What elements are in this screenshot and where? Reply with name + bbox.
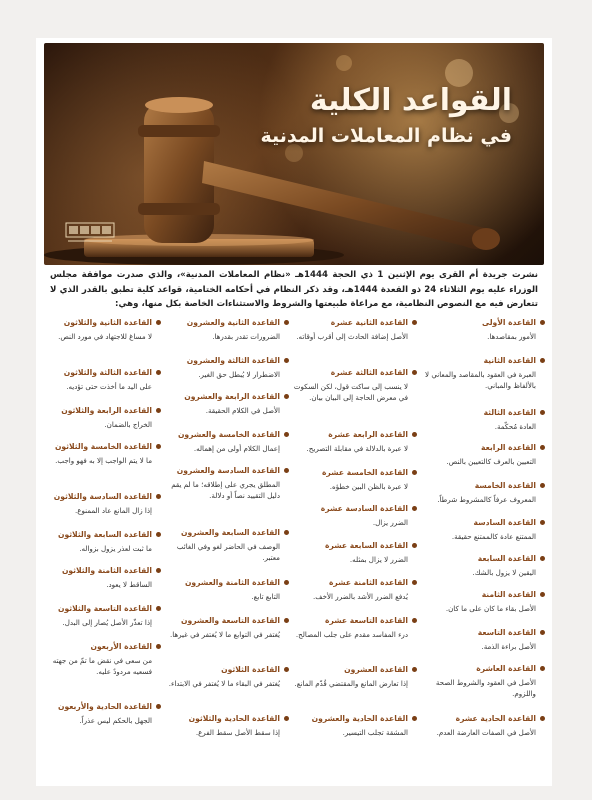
rule-item — [178, 430, 280, 454]
bullet-icon — [284, 432, 289, 437]
rule-title: القاعدة التاسعة والعشرون — [181, 616, 280, 625]
rule-text: لا عبرة بالدلالة في مقابلة التصريح. — [306, 444, 408, 453]
rule-text: يُدفع الضرر الأشد بالضرر الأخف. — [313, 592, 408, 601]
rule-title: القاعدة الرابعة والعشرون — [184, 392, 280, 401]
bullet-icon — [540, 666, 545, 671]
rule-title: القاعدة الخامسة — [474, 481, 536, 490]
rule-text: المطلق يجري على إطلاقه؛ ما لم يقم دليل التقييد نصاً أو دلالة. — [171, 480, 280, 500]
rule-text: الأصل في العقود والشروط الصحة واللزوم. — [435, 678, 536, 698]
rule-title: القاعدة العاشرة — [476, 664, 536, 673]
rule-text: العبرة في العقود بالمقاصد والمعاني لا بالألفاظ والمباني. — [425, 370, 536, 390]
rule-title: القاعدة العشرون — [344, 665, 408, 674]
rule-text: المعروف عرفاً كالمشروط شرطاً. — [437, 495, 536, 504]
rule-item — [58, 530, 152, 554]
rule-text: ما ثبت لعذر يزول بزواله. — [79, 544, 152, 553]
rules-grid — [44, 318, 544, 778]
bullet-icon — [412, 543, 417, 548]
rule-text: ما لا يتم الواجب إلا به فهو واجب. — [55, 456, 152, 465]
rule-text: لا مساغ للاجتهاد في مورد النص. — [58, 332, 152, 341]
rule-title: القاعدة الثانية — [483, 356, 536, 365]
bullet-icon — [540, 592, 545, 597]
rule-item — [321, 504, 408, 528]
rule-title: القاعدة الثانية والثلاثون — [63, 318, 152, 327]
rule-text: المشقة تجلب التيسير. — [342, 728, 408, 737]
rule-text: الاضطرار لا يُبطل حق الغير. — [198, 370, 280, 379]
bullet-icon — [412, 432, 417, 437]
bullet-icon — [156, 408, 161, 413]
rule-text: من سعى في نقض ما تمّ من جهته فسعيه مردودٌ عليه. — [52, 656, 152, 676]
rule-item — [169, 665, 280, 689]
rule-item — [482, 318, 536, 342]
rule-title: القاعدة الأولى — [482, 318, 536, 327]
bullet-icon — [156, 320, 161, 325]
rule-title: القاعدة الرابعة والثلاثون — [61, 406, 152, 415]
rule-text: إذا تعارض المانع والمقتضي قُدّم المانع. — [294, 679, 408, 688]
bullet-icon — [540, 358, 545, 363]
intro-paragraph: نشرت جريدة أم القرى يوم الإثنين 1 ذي الحجة 1444هـ «نظام المعاملات المدنية»، والذي صدرت موافقة مجلس الوزراء عليه يوم الثلاثاء 24 ذو القعدة 1444هـ، وقد ذكر النظام في أحكامه الختامية، قواعد كلية تطبق بالقدر الذي لا تتعارض فيه مع النصوص النظامية، مع مراعاة طبيعتها والشروط والاستثناءات الخاصة بكل منها، وهي: — [50, 270, 538, 309]
rule-text: الأصل براءة الذمة. — [481, 642, 536, 651]
rule-title: القاعدة الرابعة عشرة — [328, 430, 408, 439]
bullet-icon — [540, 483, 545, 488]
rule-title: القاعدة الرابعة — [481, 443, 536, 452]
rule-item — [170, 616, 280, 640]
rule-text: التابع تابع. — [251, 592, 280, 601]
rule-text: لا ينسب إلى ساكت قول، لكن السكوت في معرض الحاجة إلى البيان بيان. — [293, 382, 408, 402]
rule-text: الأمور بمقاصدها. — [487, 332, 536, 341]
rule-title: القاعدة الثالثة عشرة — [330, 368, 408, 377]
page-subtitle: في نظام المعاملات المدنية — [260, 125, 512, 147]
rule-item — [478, 628, 536, 652]
rule-title: القاعدة الثانية والعشرون — [186, 318, 280, 327]
rule-text: الساقط لا يعود. — [106, 580, 152, 589]
rule-title: القاعدة السادسة والثلاثون — [53, 492, 152, 501]
rule-title: القاعدة التاسعة والثلاثون — [57, 604, 152, 613]
rule-title: القاعدة الحادية والثلاثون — [188, 714, 280, 723]
rule-item — [452, 518, 536, 542]
rule-title: القاعدة التاسعة عشرة — [324, 616, 408, 625]
rule-title: القاعدة السابعة عشرة — [324, 541, 408, 550]
bullet-icon — [284, 358, 289, 363]
bullet-icon — [412, 320, 417, 325]
rule-item — [325, 541, 408, 565]
rule-item — [447, 443, 536, 467]
rule-item — [446, 590, 536, 614]
bullet-icon — [412, 716, 417, 721]
rule-title: القاعدة السادسة — [473, 518, 536, 527]
rule-item — [62, 566, 152, 590]
rule-item — [55, 442, 152, 466]
rule-text: العادة مُحكّمة. — [494, 422, 536, 431]
bullet-icon — [540, 556, 545, 561]
bullet-icon — [284, 530, 289, 535]
rule-text: إعمال الكلام أولى من إهماله. — [193, 444, 280, 453]
rule-item — [418, 664, 536, 699]
rule-title: القاعدة الأربعون — [90, 642, 152, 651]
rule-item — [189, 714, 280, 738]
rule-item — [418, 356, 536, 391]
bullet-icon — [412, 667, 417, 672]
bullet-icon — [156, 704, 161, 709]
rule-title: القاعدة الخامسة عشرة — [321, 468, 408, 477]
rule-item — [52, 642, 152, 677]
hero-banner — [44, 43, 544, 265]
bullet-icon — [156, 494, 161, 499]
rule-item — [64, 368, 152, 392]
rule-text: إذا تعذّر الأصل يُصار إلى البدل. — [62, 618, 152, 627]
rule-item — [187, 356, 280, 380]
rule-title: القاعدة الثامنة — [481, 590, 536, 599]
rule-item — [290, 368, 408, 403]
rule-item — [187, 318, 280, 342]
rule-item — [184, 392, 280, 416]
bullet-icon — [412, 618, 417, 623]
rule-text: الأصل في الكلام الحقيقة. — [205, 406, 280, 415]
gavel-illustration — [44, 43, 544, 265]
rule-item — [437, 481, 536, 505]
rule-title: القاعدة الثالثة والثلاثون — [63, 368, 152, 377]
bullet-icon — [284, 716, 289, 721]
rule-text: درء المفاسد مقدم على جلب المصالح. — [295, 630, 408, 639]
bullet-icon — [540, 410, 545, 415]
rule-title: القاعدة الثالثة والعشرون — [186, 356, 280, 365]
rule-text: الضرر لا يزال بمثله. — [349, 555, 408, 564]
rule-text: يُغتفر في التوابع ما لا يُغتفر في غيرها. — [169, 630, 280, 639]
rule-item — [61, 406, 152, 430]
rule-title: القاعدة السابعة — [477, 554, 536, 563]
bullet-icon — [412, 470, 417, 475]
rule-title: القاعدة الثامنة عشرة — [328, 578, 408, 587]
rule-text: الممتنع عادة كالممتنع حقيقة. — [451, 532, 536, 541]
rule-title: القاعدة الحادية والأربعون — [58, 702, 152, 711]
bullet-icon — [156, 606, 161, 611]
rule-text: لا عبرة بالظن البين خطؤه. — [329, 482, 408, 491]
bullet-icon — [412, 506, 417, 511]
bullet-track — [541, 318, 546, 778]
bullet-icon — [284, 320, 289, 325]
rule-title: القاعدة التاسعة — [477, 628, 536, 637]
rule-title: القاعدة الخامسة والعشرون — [177, 430, 280, 439]
rule-text: الأصل في الصفات العارضة العدم. — [436, 728, 536, 737]
rule-title: القاعدة السادسة عشرة — [320, 504, 408, 513]
rule-text: الجهل بالحكم ليس عذراً. — [79, 716, 152, 725]
rule-item — [322, 468, 408, 492]
rule-text: الخراج بالضمان. — [104, 420, 152, 429]
bullet-icon — [156, 644, 161, 649]
rule-text: إذا زال المانع عاد الممنوع. — [75, 506, 152, 515]
rule-item — [185, 578, 280, 602]
rule-title: القاعدة الثلاثون — [221, 665, 280, 674]
bullet-icon — [284, 468, 289, 473]
page-title: القواعد الكلية — [309, 83, 512, 118]
rule-title: القاعدة الحادية عشرة — [455, 714, 536, 723]
bullet-icon — [156, 370, 161, 375]
rule-item — [313, 578, 408, 602]
bullet-icon — [540, 716, 545, 721]
bullet-icon — [284, 394, 289, 399]
infographic-page — [36, 38, 552, 786]
rule-item — [472, 554, 536, 578]
rule-item — [58, 702, 152, 726]
emblem-logo — [64, 213, 116, 247]
rule-item — [484, 408, 536, 432]
rule-text: يُغتفر في البقاء ما لا يُغتفر في الابتداء. — [168, 679, 280, 688]
rule-item — [312, 714, 408, 738]
bullet-icon — [156, 532, 161, 537]
rule-text: الأصل إضافة الحادث إلى أقرب أوقاته. — [296, 332, 408, 341]
rule-title: القاعدة الثانية عشرة — [330, 318, 408, 327]
rule-title: القاعدة السادسة والعشرون — [176, 466, 280, 475]
bullet-icon — [284, 618, 289, 623]
rule-title: القاعدة الحادية والعشرون — [311, 714, 408, 723]
rule-title: القاعدة السابعة والعشرون — [180, 528, 280, 537]
rule-title: القاعدة السابعة والثلاثون — [57, 530, 152, 539]
bullet-icon — [412, 370, 417, 375]
rule-text: اليقين لا يزول بالشك. — [472, 568, 536, 577]
rule-item — [296, 318, 408, 342]
rule-text: التعيين بالعرف كالتعيين بالنص. — [446, 457, 536, 466]
rule-item — [58, 604, 152, 628]
rule-item — [162, 528, 280, 563]
rule-item — [162, 466, 280, 501]
rule-text: إذا سقط الأصل سقط الفرع. — [195, 728, 280, 737]
rule-item — [295, 665, 408, 689]
bullet-icon — [540, 320, 545, 325]
rule-item — [437, 714, 536, 738]
bullet-icon — [156, 444, 161, 449]
bullet-icon — [412, 580, 417, 585]
rule-title: القاعدة الثامنة والعشرون — [184, 578, 280, 587]
rule-item — [54, 492, 152, 516]
bullet-icon — [540, 630, 545, 635]
rule-title: القاعدة الخامسة والثلاثون — [54, 442, 152, 451]
rule-text: الأصل بقاء ما كان على ما كان. — [445, 604, 536, 613]
rule-title: القاعدة الثالثة — [483, 408, 536, 417]
rule-text: الوصف في الحاضر لغو وفي الغائب معتبر. — [176, 542, 280, 562]
rule-item — [296, 616, 408, 640]
rule-text: على اليد ما أخذت حتى تؤديه. — [66, 382, 152, 391]
bullet-icon — [284, 580, 289, 585]
rule-item — [307, 430, 408, 454]
bullet-icon — [156, 568, 161, 573]
rule-item — [58, 318, 152, 342]
bullet-icon — [284, 667, 289, 672]
rule-title: القاعدة الثامنة والثلاثون — [61, 566, 152, 575]
bullet-icon — [540, 520, 545, 525]
rule-text: الضرر يزال. — [372, 518, 408, 527]
bullet-icon — [540, 445, 545, 450]
rule-text: الضرورات تقدر بقدرها. — [212, 332, 280, 341]
